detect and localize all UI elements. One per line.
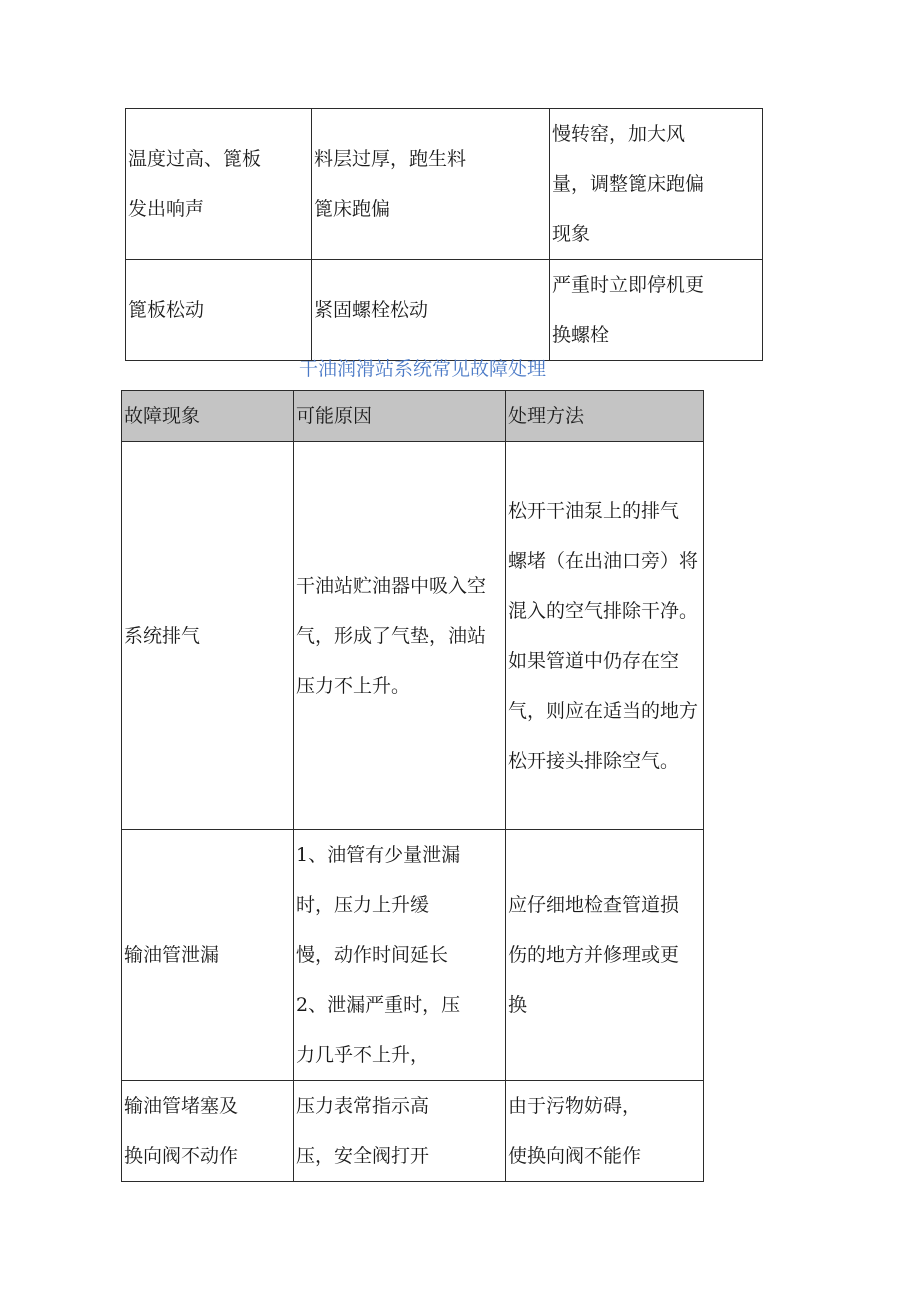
fault-cell: 温度过高、篦板 发出响声: [126, 109, 312, 260]
cause-cell: 料层过厚，跑生料 篦床跑偏: [312, 109, 550, 260]
cause-cell: 1、油管有少量泄漏 时，压力上升缓 慢，动作时间延长 2、泄漏严重时，压 力几乎不上升，: [294, 830, 506, 1081]
table-row: [122, 442, 704, 830]
header-cause: 可能原因: [294, 391, 506, 442]
fault-table-continued: [125, 108, 763, 361]
table-row: [122, 830, 704, 1081]
solution-cell: 松开干油泵上的排气 螺堵（在出油口旁）将 混入的空气排除干净。 如果管道中仍存在空 气，则应在适当的地方 松开接头排除空气。: [506, 442, 704, 830]
header-fault: 故障现象: [122, 391, 294, 442]
solution-cell: 严重时立即停机更 换螺栓: [550, 260, 763, 361]
table-row: [126, 260, 763, 361]
lubrication-fault-table: [121, 390, 704, 1182]
solution-cell: 慢转窑，加大风 量，调整篦床跑偏 现象: [550, 109, 763, 260]
cause-cell: 干油站贮油器中吸入空 气，形成了气垫，油站 压力不上升。: [294, 442, 506, 830]
table-row: [122, 1081, 704, 1182]
fault-cell: 输油管堵塞及 换向阀不动作: [122, 1081, 294, 1182]
fault-cell: 输油管泄漏: [122, 830, 294, 1081]
solution-cell: 应仔细地检查管道损 伤的地方并修理或更 换: [506, 830, 704, 1081]
table-caption: 干油润滑站系统常见故障处理: [298, 358, 546, 380]
header-solution: 处理方法: [506, 391, 704, 442]
solution-cell: 由于污物妨碍， 使换向阀不能作: [506, 1081, 704, 1182]
table-header-row: [122, 391, 704, 442]
fault-cell: 系统排气: [122, 442, 294, 830]
cause-cell: 紧固螺栓松动: [312, 260, 550, 361]
cause-cell: 压力表常指示高 压，安全阀打开: [294, 1081, 506, 1182]
fault-cell: 篦板松动: [126, 260, 312, 361]
table-row: [126, 109, 763, 260]
